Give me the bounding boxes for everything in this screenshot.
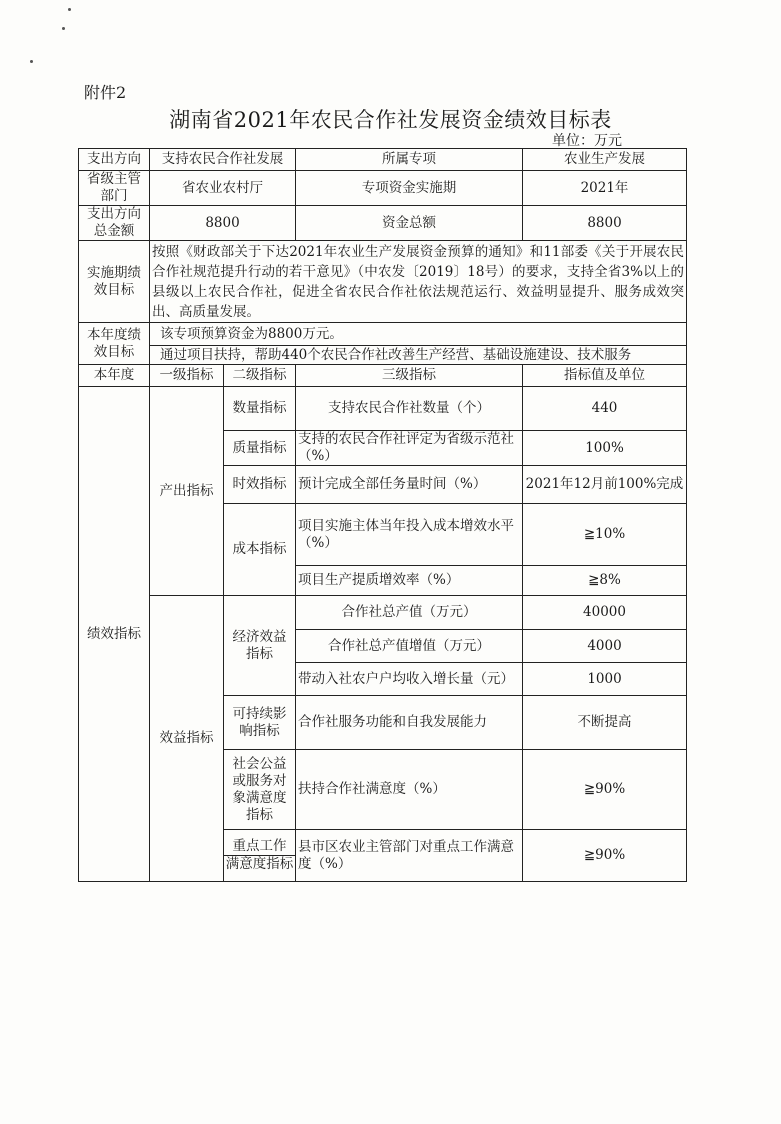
period-goal-label: 实施期绩效目标 xyxy=(79,241,150,323)
value-cell: 不断提高 xyxy=(523,696,687,750)
scan-speck xyxy=(68,8,71,11)
cell-value: 农业生产发展 xyxy=(523,149,687,171)
annual-goal-line: 通过项目扶持，帮助440个农民合作社改善生产经营、基础设施建设、技术服务 xyxy=(150,346,687,365)
item-cell: 支持农民合作社数量（个） xyxy=(296,387,523,431)
item-cell: 县市区农业主管部门对重点工作满意度（%） xyxy=(296,830,523,882)
cell-label: 专项资金实施期 xyxy=(296,171,523,206)
item-cell: 项目生产提质增效率（%） xyxy=(296,566,523,596)
cell-label: 支出方向总金额 xyxy=(79,206,150,241)
level1-benefit: 效益指标 xyxy=(150,596,224,882)
header-cell: 指标值及单位 xyxy=(523,365,687,387)
document-title: 湖南省2021年农民合作社发展资金绩效目标表 xyxy=(169,108,612,132)
annual-goal-label: 本年度绩效目标 xyxy=(79,323,150,365)
period-goal-text: 按照《财政部关于下达2021年农业生产发展资金预算的通知》和11部委《关于开展农民合作社规范提升行动的若干意见》（中农发〔2019〕18号）的要求，支持全省3%以上的县级以上农民合作社，促进全省农民合作社依法规范运行、效益明显提升、服务成效突出、高质量发展。 xyxy=(150,241,687,323)
unit-label: 单位：万元 xyxy=(552,133,622,149)
item-cell: 预计完成全部任务量时间（%） xyxy=(296,466,523,504)
item-cell: 合作社总产值（万元） xyxy=(296,596,523,630)
header-cell: 一级指标 xyxy=(150,365,224,387)
level2-cell: 质量指标 xyxy=(224,431,296,466)
value-cell: 1000 xyxy=(523,663,687,696)
value-cell: 100% xyxy=(523,431,687,466)
level2-cell: 时效指标 xyxy=(224,466,296,504)
level2-cell: 社会公益或服务对象满意度指标 xyxy=(224,750,296,830)
cell-label: 支出方向 xyxy=(79,149,150,171)
scan-speck xyxy=(30,60,33,63)
level2-cell: 经济效益指标 xyxy=(224,596,296,696)
value-cell: ≧90% xyxy=(523,830,687,882)
cell-label: 所属专项 xyxy=(296,149,523,171)
level2-cell-top: 重点工作 xyxy=(224,838,295,856)
cell-value: 省农业农村厅 xyxy=(150,171,296,206)
header-cell: 三级指标 xyxy=(296,365,523,387)
item-cell: 合作社总产值增值（万元） xyxy=(296,630,523,663)
item-cell: 扶持合作社满意度（%） xyxy=(296,750,523,830)
value-cell: 40000 xyxy=(523,596,687,630)
level2-cell: 成本指标 xyxy=(224,504,296,596)
annual-goal-line: 该专项预算资金为8800万元。 xyxy=(150,323,687,346)
value-cell: ≧10% xyxy=(523,504,687,566)
scan-speck xyxy=(62,27,65,30)
level2-cell: 可持续影响指标 xyxy=(224,696,296,750)
cell-value: 支持农民合作社发展 xyxy=(150,149,296,171)
level1-output: 产出指标 xyxy=(150,387,224,596)
item-cell: 带动入社农户户均收入增长量（元） xyxy=(296,663,523,696)
level2-cell-split xyxy=(224,830,296,882)
cell-label: 资金总额 xyxy=(296,206,523,241)
level2-cell-bottom: 满意度指标 xyxy=(225,856,294,872)
item-cell: 项目实施主体当年投入成本增效水平（%） xyxy=(296,504,523,566)
value-cell: 2021年12月前100%完成 xyxy=(523,466,687,504)
cell-label: 省级主管部门 xyxy=(79,171,150,206)
performance-table xyxy=(78,148,687,882)
performance-label: 绩效指标 xyxy=(79,387,150,882)
header-cell: 本年度 xyxy=(79,365,150,387)
cell-value: 8800 xyxy=(523,206,687,241)
cell-value: 2021年 xyxy=(523,171,687,206)
value-cell: ≧90% xyxy=(523,750,687,830)
value-cell: 4000 xyxy=(523,630,687,663)
value-cell: 440 xyxy=(523,387,687,431)
cell-value: 8800 xyxy=(150,206,296,241)
attachment-label: 附件2 xyxy=(84,83,127,102)
item-cell: 支持的农民合作社评定为省级示范社（%） xyxy=(296,431,523,466)
header-cell: 二级指标 xyxy=(224,365,296,387)
level2-cell: 数量指标 xyxy=(224,387,296,431)
item-cell: 合作社服务功能和自我发展能力 xyxy=(296,696,523,750)
value-cell: ≧8% xyxy=(523,566,687,596)
